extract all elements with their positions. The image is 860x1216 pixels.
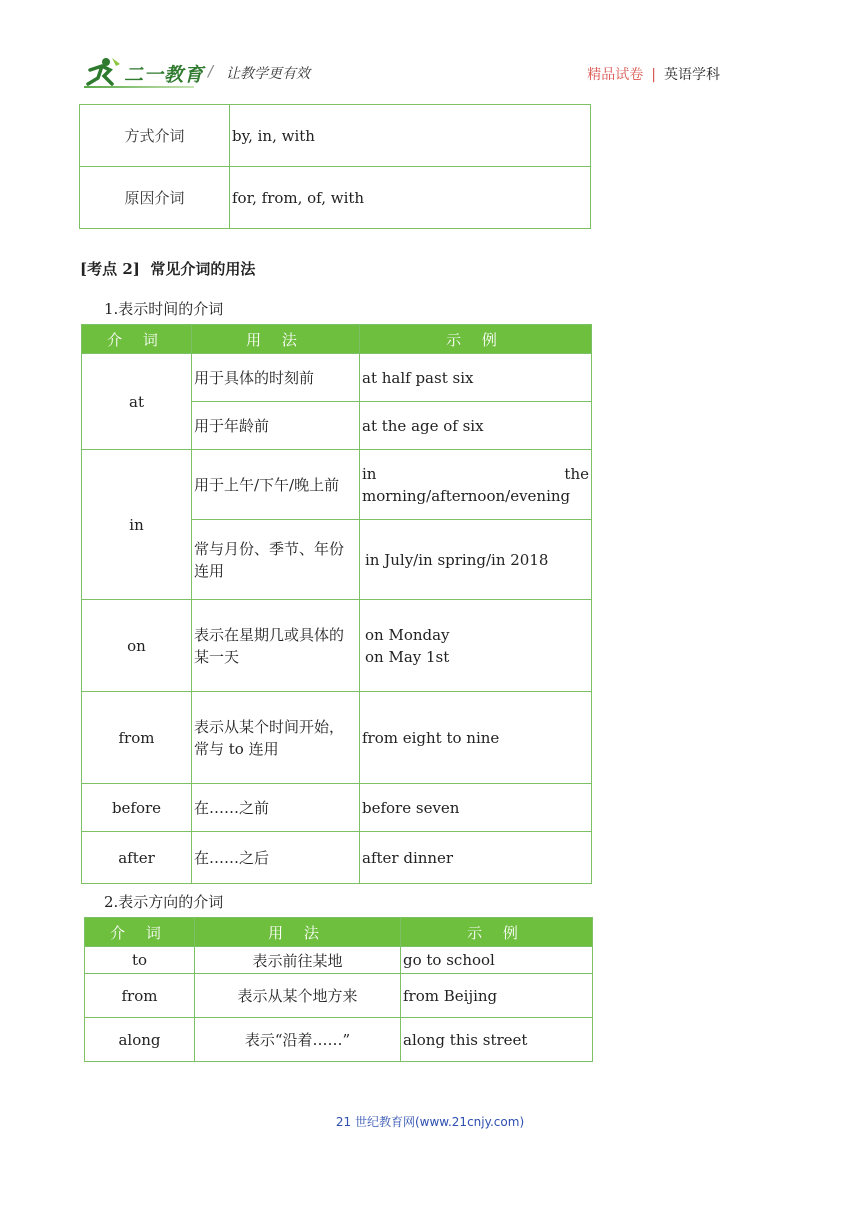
table-row bbox=[82, 354, 592, 402]
header-example: 示 例 bbox=[401, 918, 593, 947]
header-word: 介 词 bbox=[85, 918, 195, 947]
use-cell: 表示从某个时间开始，常与 to 连用 bbox=[192, 692, 360, 784]
header-right bbox=[587, 64, 720, 84]
header-use: 用 法 bbox=[195, 918, 401, 947]
use-cell: 用于上午/下午/晚上前 bbox=[192, 450, 360, 520]
use-cell: 常与月份、季节、年份连用 bbox=[192, 520, 360, 600]
words-cell: for, from, of, with bbox=[230, 167, 591, 229]
preposition-type-table bbox=[79, 104, 591, 229]
section-title bbox=[80, 258, 255, 279]
word-cell: from bbox=[82, 692, 192, 784]
example-cell: go to school bbox=[401, 947, 593, 974]
word-cell: at bbox=[82, 354, 192, 450]
word-cell: along bbox=[85, 1018, 195, 1062]
use-cell: 表示在星期几或具体的某一天 bbox=[192, 600, 360, 692]
header-category: 精品试卷 bbox=[587, 67, 644, 83]
use-cell: 在……之前 bbox=[192, 784, 360, 832]
example-cell: at the age of six bbox=[360, 402, 592, 450]
example-cell: before seven bbox=[360, 784, 592, 832]
header-row bbox=[85, 918, 593, 947]
use-cell: 在……之后 bbox=[192, 832, 360, 884]
use-cell: 用于具体的时刻前 bbox=[192, 354, 360, 402]
example-line: on Monday bbox=[365, 625, 450, 644]
use-cell: 表示从某个地方来 bbox=[195, 974, 401, 1018]
table-row bbox=[82, 784, 592, 832]
header-separator: | bbox=[651, 67, 656, 83]
use-cell: 表示“沿着……” bbox=[195, 1018, 401, 1062]
type-cell: 原因介词 bbox=[80, 167, 230, 229]
word-cell: after bbox=[82, 832, 192, 884]
table-row bbox=[82, 832, 592, 884]
logo-underline bbox=[84, 86, 194, 88]
runner-logo-icon bbox=[82, 56, 122, 88]
page-header bbox=[0, 0, 860, 100]
table-row bbox=[82, 692, 592, 784]
table-row bbox=[85, 974, 593, 1018]
use-cell: 用于年龄前 bbox=[192, 402, 360, 450]
example-cell bbox=[360, 600, 592, 692]
word-cell: in bbox=[82, 450, 192, 600]
word-cell: before bbox=[82, 784, 192, 832]
logo-text: 二一教育 bbox=[124, 64, 205, 86]
subheading-time: 1.表示时间的介词 bbox=[104, 300, 224, 318]
header-subject: 英语学科 bbox=[664, 67, 720, 83]
use-cell: 表示前往某地 bbox=[195, 947, 401, 974]
header-use: 用 法 bbox=[192, 325, 360, 354]
table-row bbox=[85, 1018, 593, 1062]
table-row bbox=[82, 600, 592, 692]
table-row bbox=[85, 947, 593, 974]
section-heading: 常见介词的用法 bbox=[150, 260, 256, 278]
header-word: 介 词 bbox=[82, 325, 192, 354]
example-cell: after dinner bbox=[360, 832, 592, 884]
slogan: 让教学更有效 bbox=[226, 66, 310, 82]
example-line: on May 1st bbox=[365, 647, 450, 666]
table-row bbox=[80, 105, 591, 167]
word-cell: from bbox=[85, 974, 195, 1018]
example-cell: in July/in spring/in 2018 bbox=[360, 520, 592, 600]
header-example: 示 例 bbox=[360, 325, 592, 354]
example-cell: at half past six bbox=[360, 354, 592, 402]
example-cell: along this street bbox=[401, 1018, 593, 1062]
example-cell: from eight to nine bbox=[360, 692, 592, 784]
example-cell: in the morning/afternoon/evening bbox=[360, 450, 592, 520]
subheading-direction: 2.表示方向的介词 bbox=[104, 893, 224, 911]
words-cell: by, in, with bbox=[230, 105, 591, 167]
direction-preposition-table bbox=[84, 917, 593, 1062]
word-cell: to bbox=[85, 947, 195, 974]
header-row bbox=[82, 325, 592, 354]
word-cell: on bbox=[82, 600, 192, 692]
slogan-divider: / bbox=[208, 62, 214, 80]
section-tag: [考点 2] bbox=[80, 260, 140, 278]
table-row bbox=[82, 450, 592, 520]
table-row bbox=[80, 167, 591, 229]
page-footer: 21 世纪教育网(www.21cnjy.com) bbox=[335, 1115, 525, 1129]
example-cell: from Beijing bbox=[401, 974, 593, 1018]
time-preposition-table bbox=[81, 324, 592, 884]
type-cell: 方式介词 bbox=[80, 105, 230, 167]
